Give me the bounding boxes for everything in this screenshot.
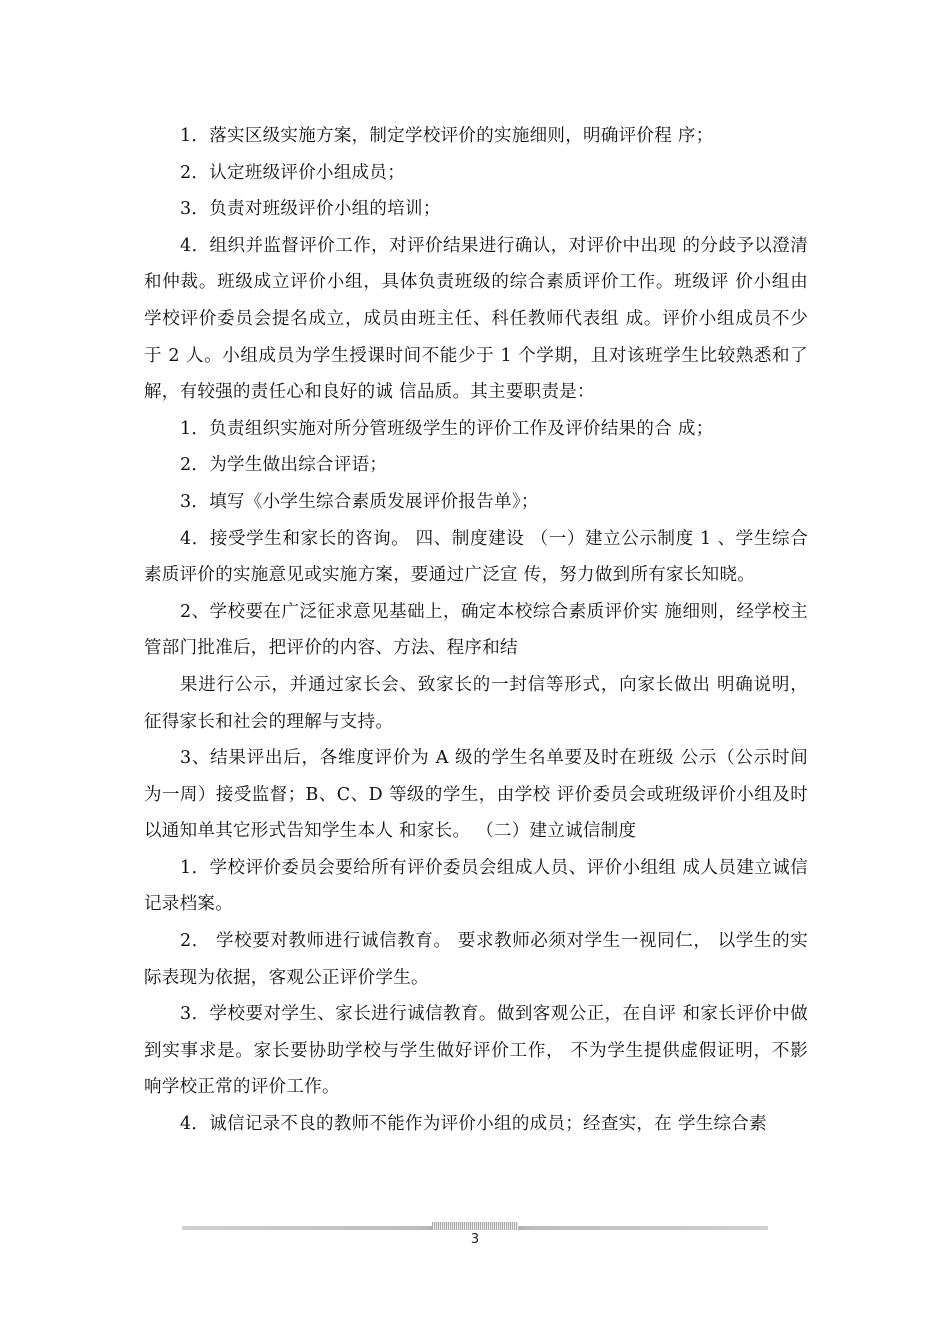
paragraph-15: 4．诚信记录不良的教师不能作为评价小组的成员；经查实，在 学生综合素 xyxy=(180,1114,767,1135)
document-body xyxy=(144,118,808,1143)
paragraph-9: 2、学校要在广泛征求意见基础上，确定本校综合素质评价实 施细则，经学校主管部门批准后，把评价的内容、方法、程序和结 xyxy=(144,601,808,659)
paragraph-2: 2．认定班级评价小组成员； xyxy=(180,162,406,183)
paragraph-14: 3．学校要对学生、家长进行诚信教育。做到客观公正，在自评 和家长评价中做到实事求是。家长要协助学校与学生做好评价工作， 不为学生提供虚假证明，不影响学校正常的评价工作。 xyxy=(144,1004,808,1098)
paragraph-4: 4．组织并监督评价工作，对评价结果进行确认，对评价中出现 的分歧予以澄清和仲裁。班级成立评价小组，具体负责班级的综合素质评价工作。班级评 价小组由学校评价委员会提名成立，成员由班主任、科任教师代表组 成。评价小组成员不少于 2 人。小组成员为学生授课时间不能少于 1 个学期，且对该班学生比较熟悉和了解，有较强的责任心和良好的诚 信品质。其主要职责是： xyxy=(144,235,808,403)
paragraph-3: 3．负责对班级评价小组的培训； xyxy=(180,199,441,220)
paragraph-8: 4．接受学生和家长的咨询。 四、制度建设 （一）建立公示制度 1 、学生综合素质评价的实施意见或实施方案，要通过广泛宣 传，努力做到所有家长知晓。 xyxy=(144,528,808,586)
paragraph-1: 1．落实区级实施方案，制定学校评价的实施细则，明确评价程 序； xyxy=(180,126,714,146)
paragraph-11: 3、结果评出后，各维度评价为 A 级的学生名单要及时在班级 公示（公示时间为一周）接受监督；B、C、D 等级的学生，由学校 评价委员会或班级评价小组及时以通知单其它形式告知学生本人 和家长。 （二）建立诚信制度 xyxy=(144,748,808,842)
paragraph-13: 2． 学校要对教师进行诚信教育。 要求教师必须对学生一视同仁， 以学生的实际表现为依据，客观公正评价学生。 xyxy=(144,931,808,988)
paragraph-5: 1．负责组织实施对所分管班级学生的评价工作及评价结果的合 成； xyxy=(180,418,714,439)
footer-divider-ornament xyxy=(432,1222,518,1230)
page-number: 3 xyxy=(470,1232,480,1247)
paragraph-7: 3．填写《小学生综合素质发展评价报告单》； xyxy=(180,491,539,512)
paragraph-12: 1．学校评价委员会要给所有评价委员会组成人员、评价小组组 成人员建立诚信记录档案。 xyxy=(144,857,808,915)
paragraph-10: 果进行公示，并通过家长会、致家长的一封信等形式，向家长做出 明确说明，征得家长和社会的理解与支持。 xyxy=(144,674,808,732)
paragraph-6: 2．为学生做出综合评语； xyxy=(180,455,388,476)
